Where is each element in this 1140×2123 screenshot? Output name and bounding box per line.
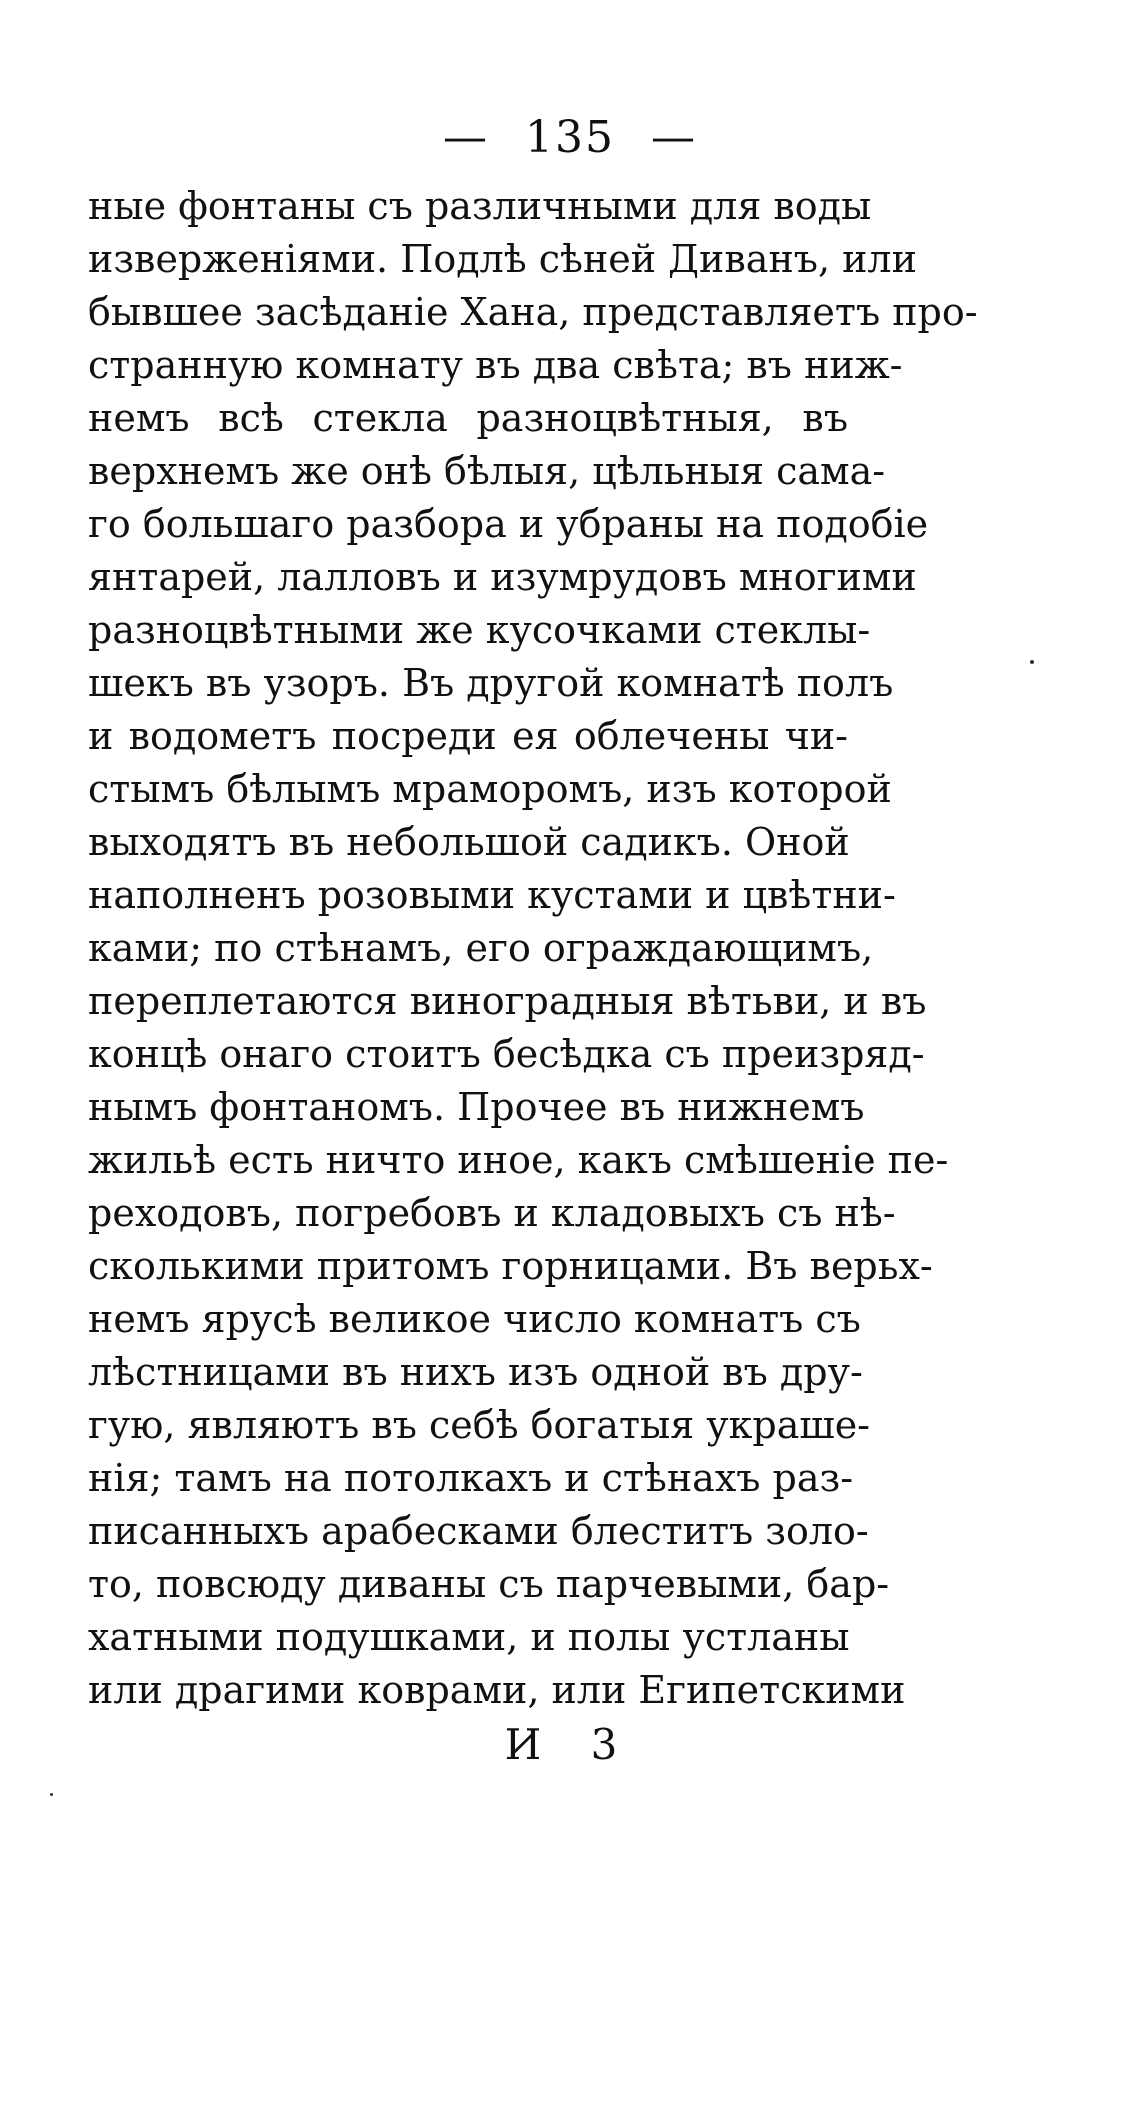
text-line: стымъ бѣлымъ мраморомъ, изъ которой: [88, 767, 892, 811]
ink-speck: [1030, 660, 1034, 664]
text-line: реходовъ, погребовъ и кладовыхъ съ нѣ-: [88, 1191, 896, 1235]
text-line: то, повсюду диваны съ парчевыми, бар-: [88, 1562, 890, 1606]
text-line: наполненъ розовыми кустами и цвѣтни-: [88, 873, 896, 917]
text-line: разноцвѣтными же кусочками стеклы-: [88, 608, 871, 652]
text-line: нія; тамъ на потолкахъ и стѣнахъ раз-: [88, 1456, 854, 1500]
text-line: лѣстницами въ нихъ изъ одной въ дру-: [88, 1350, 863, 1394]
text-line: ками; по стѣнамъ, его ограждающимъ,: [88, 926, 874, 970]
text-line: немъ всѣ стекла разноцвѣтныя, въ: [88, 396, 848, 440]
body-text: [88, 180, 978, 1717]
text-line: жильѣ есть ничто иное, какъ смѣшеніе пе-: [88, 1138, 949, 1182]
text-line: сколькими притомъ горницами. Въ верьх-: [88, 1244, 933, 1288]
text-line: писанныхъ арабесками блеститъ золо-: [88, 1509, 869, 1553]
text-line: концѣ онаго стоитъ бесѣдка съ преизряд-: [88, 1032, 925, 1076]
text-line: изверженіями. Подлѣ сѣней Диванъ, или: [88, 237, 917, 281]
text-line: гую, являютъ въ себѣ богатыя украше-: [88, 1403, 871, 1447]
text-line: хатными подушками, и полы устланы: [88, 1615, 850, 1659]
text-line: шекъ въ узоръ. Въ другой комнатѣ полъ: [88, 661, 894, 705]
text-line: переплетаются виноградныя вѣтьви, и въ: [88, 979, 927, 1023]
page-number: 135: [525, 112, 615, 163]
text-line: нымъ фонтаномъ. Прочее въ нижнемъ: [88, 1085, 865, 1129]
ink-speck: [50, 1793, 53, 1796]
text-line: ные фонтаны съ различными для воды: [88, 184, 872, 228]
header-dash-left: —: [443, 112, 489, 163]
page-header: [0, 108, 1140, 168]
text-line: немъ ярусѣ великое число комнатъ съ: [88, 1297, 861, 1341]
text-line: го большаго разбора и убраны на подобіе: [88, 502, 929, 546]
text-line: бывшее засѣданіе Хана, представляетъ про-: [88, 290, 978, 334]
text-line: странную комнату въ два свѣта; въ ниж-: [88, 343, 903, 387]
text-line: янтарей, лалловъ и изумрудовъ многими: [88, 555, 917, 599]
text-line: верхнемъ же онѣ бѣлыя, цѣльныя сама-: [88, 449, 886, 493]
header-dash-right: —: [650, 112, 697, 163]
text-line: выходятъ въ небольшой садикъ. Оной: [88, 820, 850, 864]
text-line: и водометъ посреди ея облечены чи-: [88, 714, 848, 758]
text-line: или драгими коврами, или Египетскими: [88, 1668, 906, 1712]
signature-mark: И 3: [504, 1720, 636, 1769]
